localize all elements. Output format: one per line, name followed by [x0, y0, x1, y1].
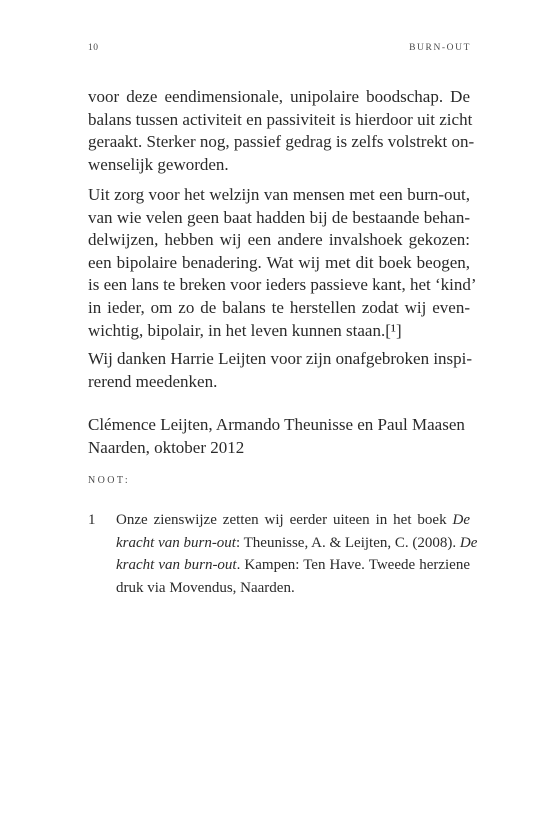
text-line: wenselijk geworden.	[88, 154, 229, 174]
text-line: in ieder, om zo de balans te herstellen zodat wij even-	[88, 297, 470, 317]
signature-place-date: Naarden, oktober 2012	[88, 437, 245, 457]
book-title-italic: De	[459, 534, 478, 551]
text-line: delwijzen, hebben wij een andere invalshoek gekozen:	[88, 230, 470, 250]
footnote-line: druk via Movendus, Naarden.	[116, 579, 295, 596]
footnote-text-run: : Theunisse, A. & Leijten, C. (2008).	[235, 534, 460, 551]
text-line: rerend meedenken.	[88, 371, 218, 391]
book-title-italic: kracht van burn-out	[116, 557, 237, 573]
book-title-italic: De	[452, 512, 470, 528]
text-line: is een lans te breken voor ieders passieve kant, het ‘kind’	[88, 275, 477, 295]
text-line: Uit zorg voor het welzijn van mensen met een burn-out,	[88, 185, 470, 204]
footnote-text-run: . Kampen: Ten Have. Tweede herziene	[236, 557, 470, 573]
text-line: voor deze eendimensionale, unipolaire boodschap. De	[88, 87, 470, 106]
text-line: Wij danken Harrie Leijten voor zijn onafgebroken inspi-	[88, 349, 473, 368]
text-line: geraakt. Sterker nog, passief gedrag is zelfs volstrekt on-	[88, 132, 475, 152]
text-line: balans tussen activiteit en passiviteit is hierdoor uit zicht	[88, 109, 473, 129]
footnote-text	[116, 509, 478, 599]
footnote-number: 1	[88, 512, 96, 528]
notes-heading: NOOT:	[88, 475, 131, 486]
footnote-text-run: Onze zienswijze zetten wij eerder uiteen in het boek	[116, 512, 453, 528]
text-line: een bipolaire benadering. Wat wij met dit boek beogen,	[88, 252, 470, 272]
running-head	[88, 43, 471, 57]
signature-authors: Clémence Leijten, Armando Theunisse en Paul Maasen	[88, 415, 465, 434]
running-title: BURN-OUT	[409, 43, 471, 53]
text-line: wichtig, bipolair, in het leven kunnen staan.[¹]	[88, 320, 402, 340]
signature-block	[88, 414, 470, 459]
book-title-italic: kracht van burn-out	[116, 534, 236, 551]
text-line: van wie velen geen baat hadden bij de bestaande behan-	[88, 207, 470, 227]
footnote-line	[116, 509, 470, 532]
paragraph-approach	[88, 184, 477, 342]
paragraph-continuation	[88, 86, 475, 176]
footnote-line	[116, 532, 478, 555]
footnote-line	[116, 554, 470, 577]
paragraph-acknowledgement	[88, 348, 473, 393]
page-number: 10	[88, 43, 99, 53]
